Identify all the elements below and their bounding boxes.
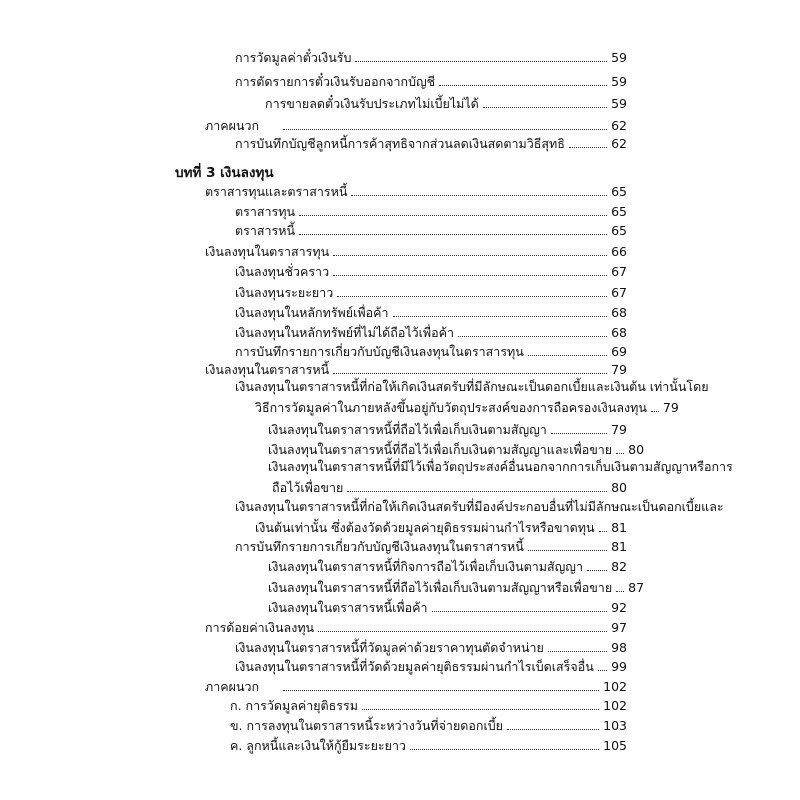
toc-entry-text: การด้อยค่าเงินลงทุน [205,620,315,635]
toc-entry-text: เงินลงทุนในตราสารทุน [205,244,330,259]
toc-entry [235,655,627,675]
dot-leader [598,670,607,671]
dot-leader [507,729,599,730]
toc-entry-text: การวัดมูลค่าตั๋วเงินรับ [235,50,352,65]
dot-leader [587,570,607,571]
toc-entry [205,358,627,378]
toc-entry-page: 59 [611,74,627,89]
chapter-title: บทที่ 3 เงินลงทุน [175,165,274,181]
toc-entry-page: 62 [611,136,627,151]
toc-entry [205,180,627,200]
dot-leader [551,433,607,434]
toc-entry [230,734,627,754]
toc-entry-page: 103 [603,718,627,733]
toc-entry [235,340,627,360]
dot-leader [458,336,607,337]
toc-entry-text: ตราสารทุน [235,204,295,219]
dot-leader [548,651,607,652]
toc-entry-text: ข. การลงทุนในตราสารหนี้ระหว่างวันที่จ่ายดอกเบี้ย [230,718,503,733]
toc-entry-text: เงินลงทุนในตราสารหนี้ [205,362,330,377]
toc-entry-text: ก. การวัดมูลค่ายุติธรรม [230,698,358,713]
toc-entry-page: 105 [603,738,627,753]
dot-leader [651,411,659,412]
toc-entry-text: เงินลงทุนในตราสารหนี้ที่วัดมูลค่าด้วยราคาทุนตัดจำหน่าย [235,640,544,655]
dot-leader [528,355,607,356]
toc-entry-page: 80 [628,442,645,457]
toc-entry [235,132,627,152]
toc-entry-page: 65 [611,204,627,219]
toc-entry [235,200,627,220]
toc-entry-page: 81 [611,539,627,554]
toc-entry-text: เงินลงทุนในตราสารหนี้ที่ถือไว้เพื่อเก็บเงินตามสัญญาหรือเพื่อขาย [268,580,613,595]
toc-entry-page: 59 [611,50,627,65]
dot-leader [337,296,607,297]
toc-entry-text: เงินลงทุนในตราสารหนี้เพื่อค้า [268,600,428,615]
toc-entry-text: วิธีการวัดมูลค่าในภายหลังขึ้นอยู่กับวัตถุประสงค์ของการถือครองเงินลงทุน [255,400,647,415]
toc-entry-page: 66 [611,244,627,259]
toc-entry-page: 80 [611,480,627,495]
dot-leader [347,491,607,492]
toc-entry [235,46,627,66]
toc-entry [235,260,627,280]
toc-entry-page: 99 [611,659,627,674]
dot-leader [299,215,607,216]
toc-entry-text: เงินลงทุนในตราสารหนี้ที่วัดด้วยมูลค่ายุติธรรมผ่านกำไรเบ็ดเสร็จอื่น [235,659,594,674]
toc-entry-page: 68 [611,305,627,320]
toc-entry [268,576,645,596]
dot-leader [393,316,608,317]
dot-leader [333,373,607,374]
toc-entry [235,321,627,341]
dot-leader [299,234,607,235]
toc-entry-text: เงินต้นเท่านั้น ซึ่งต้องวัดด้วยมูลค่ายุติธรรมผ่านกำไรหรือขาดทุน [255,520,595,535]
dot-leader [432,611,608,612]
toc-entry-page: 68 [611,325,627,340]
toc-entry [265,92,627,112]
dot-leader [439,85,607,86]
toc-entry-page: 67 [611,264,627,279]
toc-entry-page: 81 [611,520,627,535]
toc-entry [235,535,627,555]
toc-entry-text: การขายลดตั๋วเงินรับประเภทไม่เบี้ยไม่ได้ [265,96,479,111]
toc-entry-page: 87 [628,580,645,595]
toc-entry-page: 92 [611,600,627,615]
toc-entry-text: เงินลงทุนชั่วคราว [235,264,330,279]
toc-entry-text: ตราสารหนี้ [235,223,295,238]
toc-entry-page: 79 [662,400,679,415]
toc-entry-page: 69 [611,344,627,359]
toc-entry [205,240,627,260]
toc-entry-text: เงินลงทุนในตราสารหนี้ที่มีไว้เพื่อวัตถุประสงค์อื่นนอกจากการเก็บเงินตามสัญญาหรือการ [268,459,733,474]
toc-entry [230,694,627,714]
dot-leader [483,107,607,108]
toc-entry-text: ถือไว้เพื่อขาย [272,480,344,495]
toc-entry-text: ภาคผนวก [205,118,260,133]
toc-entry-text: เงินลงทุนในตราสารหนี้ที่ถือไว้เพื่อเก็บเงินตามสัญญา [268,422,547,437]
dot-leader [616,591,624,592]
toc-entry-page: 97 [611,620,627,635]
dot-leader [351,195,607,196]
toc-entry [235,281,627,301]
toc-entry-text: การบันทึกรายการเกี่ยวกับบัญชีเงินลงทุนในตราสารหนี้ [235,539,524,554]
toc-entry-page: 82 [611,559,627,574]
toc-entry-text: การบันทึกรายการเกี่ยวกับบัญชีเงินลงทุนในตราสารทุน [235,344,524,359]
toc-entry [268,555,627,575]
dot-leader [333,255,607,256]
toc-entry [235,301,627,321]
dot-leader [599,531,608,532]
toc-entry [230,714,627,734]
dot-leader [410,749,599,750]
toc-entry-text: ตราสารทุนและตราสารหนี้ [205,184,348,199]
dot-leader [318,631,607,632]
toc-entry-page: 62 [611,118,627,133]
toc-entry-page: 65 [611,223,627,238]
toc-entry [255,396,679,416]
dot-leader [283,129,607,130]
toc-entry [235,70,627,90]
toc-entry [205,114,627,134]
dot-leader [616,453,624,454]
dot-leader [333,275,607,276]
toc-entry-page: 79 [611,422,627,437]
toc-entry [268,438,645,458]
dot-leader [362,709,599,710]
toc-entry [205,675,627,695]
toc-entry [268,596,627,616]
toc-entry-page: 65 [611,184,627,199]
toc-entry [205,616,627,636]
toc-entry-text: เงินลงทุนในตราสารหนี้ที่ก่อให้เกิดเงินสดรับที่มีองค์ประกอบอื่นที่ไม่มีลักษณะเป็นดอกเบี้ยและ [235,499,724,514]
toc-entry-text: เงินลงทุนในตราสารหนี้ที่ก่อให้เกิดเงินสดรับที่มีลักษณะเป็นดอกเบี้ยและเงินต้น เท่านั้นโดย [235,379,709,394]
dot-leader [355,61,607,62]
toc-entry [268,418,627,438]
toc-entry-text: เงินลงทุนในตราสารหนี้ที่กิจการถือไว้เพื่อเก็บเงินตามสัญญา [268,559,583,574]
toc-entry [272,476,627,496]
toc-entry [235,219,627,239]
toc-entry-page: 79 [611,362,627,377]
dot-leader [283,690,599,691]
toc-entry-page: 59 [611,96,627,111]
toc-entry-text: ภาคผนวก [205,679,260,694]
toc-entry [235,636,627,656]
toc-entry-text: การตัดรายการตั๋วเงินรับออกจากบัญชี [235,74,436,89]
toc-entry-text: การบันทึกบัญชีลูกหนี้การค้าสุทธิจากส่วนลดเงินสดตามวิธีสุทธิ [235,136,565,151]
dot-leader [569,147,607,148]
toc-entry-page: 98 [611,640,627,655]
toc-entry-text: เงินลงทุนในหลักทรัพย์เพื่อค้า [235,305,389,320]
toc-entry-text: เงินลงทุนระยะยาว [235,285,334,300]
toc-entry-page: 102 [603,698,627,713]
toc-entry-page: 102 [603,679,627,694]
toc-entry-page: 67 [611,285,627,300]
toc-entry-text: เงินลงทุนในตราสารหนี้ที่ถือไว้เพื่อเก็บเงินตามสัญญาและเพื่อขาย [268,442,613,457]
dot-leader [528,550,607,551]
toc-entry-text: เงินลงทุนในหลักทรัพย์ที่ไม่ได้ถือไว้เพื่อค้า [235,325,455,340]
toc-entry [255,516,627,536]
toc-entry-text: ค. ลูกหนี้และเงินให้กู้ยืมระยะยาว [230,738,406,753]
